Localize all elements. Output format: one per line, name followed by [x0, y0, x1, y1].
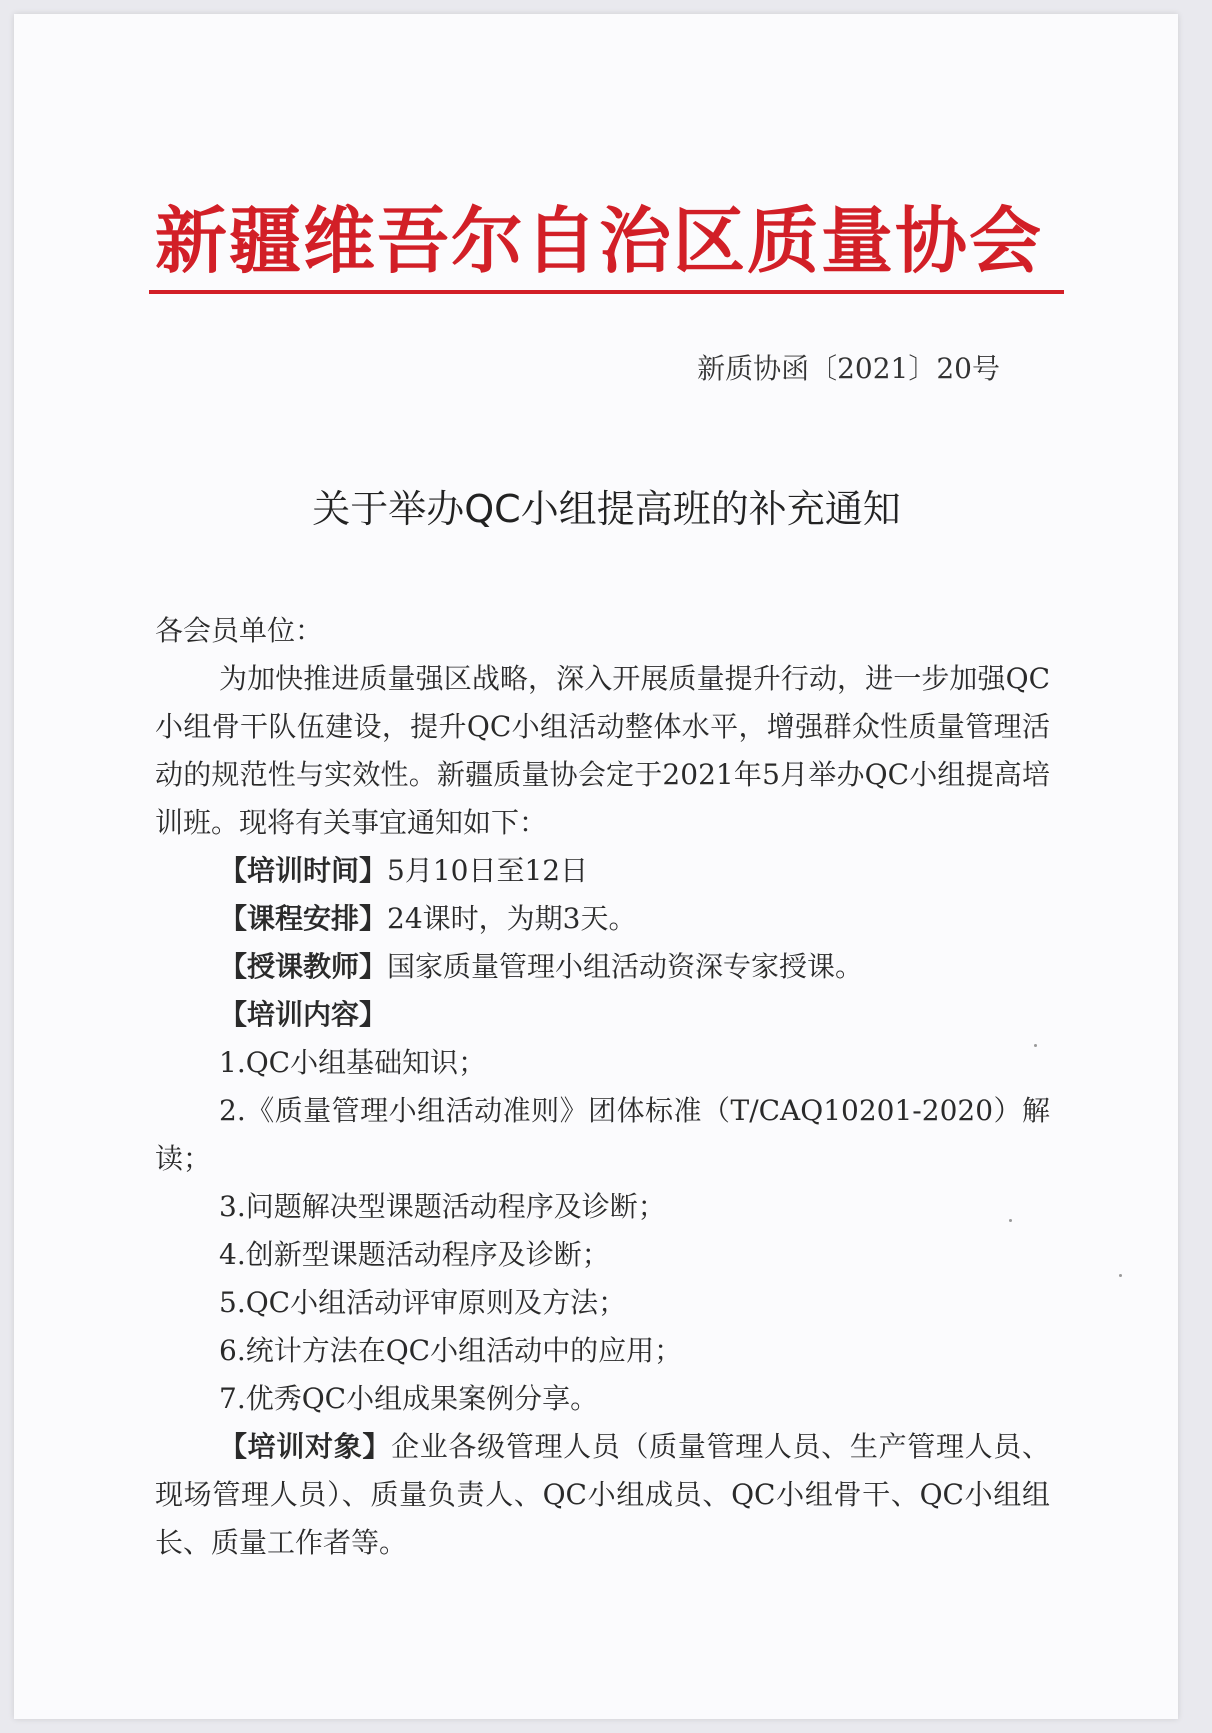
training-time-line — [155, 847, 1050, 895]
list-item: 7.优秀QC小组成果案例分享。 — [219, 1382, 599, 1415]
content-label: 【培训内容】 — [219, 998, 388, 1031]
document-page — [14, 14, 1178, 1719]
letterhead-org-name: 新疆维吾尔自治区质量协会 — [154, 199, 1043, 283]
training-time-label: 【培训时间】 — [219, 854, 388, 887]
teachers-value: 国家质量管理小组活动资深专家授课。 — [387, 950, 864, 983]
schedule-value: 24课时，为期3天。 — [387, 902, 637, 935]
list-item: 1.QC小组基础知识； — [219, 1046, 487, 1079]
schedule-label: 【课程安排】 — [219, 902, 388, 935]
audience-paragraph — [155, 1423, 1050, 1567]
scan-speck — [1009, 1219, 1012, 1222]
document-body — [155, 607, 1050, 1567]
intro-paragraph: 为加快推进质量强区战略，深入开展质量提升行动，进一步加强QC小组骨干队伍建设，提升QC小组活动整体水平，增强群众性质量管理活动的规范性与实效性。新疆质量协会定于2021年5月举办QC小组提高培训班。现将有关事宜通知如下： — [155, 662, 1050, 839]
teachers-line — [155, 943, 1050, 991]
audience-value: 企业各级管理人员（质量管理人员、生产管理人员、现场管理人员）、质量负责人、QC小组成员、QC小组骨干、QC小组组长、质量工作者等。 — [155, 1430, 1050, 1559]
document-number: 新质协函〔2021〕20号 — [697, 352, 1000, 385]
audience-label: 【培训对象】 — [219, 1430, 392, 1463]
list-item: 3.问题解决型课题活动程序及诊断； — [219, 1190, 666, 1223]
salutation: 各会员单位： — [155, 614, 324, 647]
scan-speck — [1119, 1274, 1122, 1277]
schedule-line — [155, 895, 1050, 943]
list-item: 2.《质量管理小组活动准则》团体标准（T/CAQ10201-2020）解读； — [155, 1094, 1050, 1175]
scan-speck — [1034, 1044, 1037, 1047]
training-time-value: 5月10日至12日 — [387, 854, 589, 887]
teachers-label: 【授课教师】 — [219, 950, 388, 983]
list-item: 5.QC小组活动评审原则及方法； — [219, 1286, 627, 1319]
content-heading-line — [155, 991, 1050, 1039]
letterhead-red-rule — [149, 290, 1064, 294]
list-item: 6.统计方法在QC小组活动中的应用； — [219, 1334, 683, 1367]
list-item: 4.创新型课题活动程序及诊断； — [219, 1238, 610, 1271]
document-title: 关于举办QC小组提高班的补充通知 — [312, 487, 901, 531]
